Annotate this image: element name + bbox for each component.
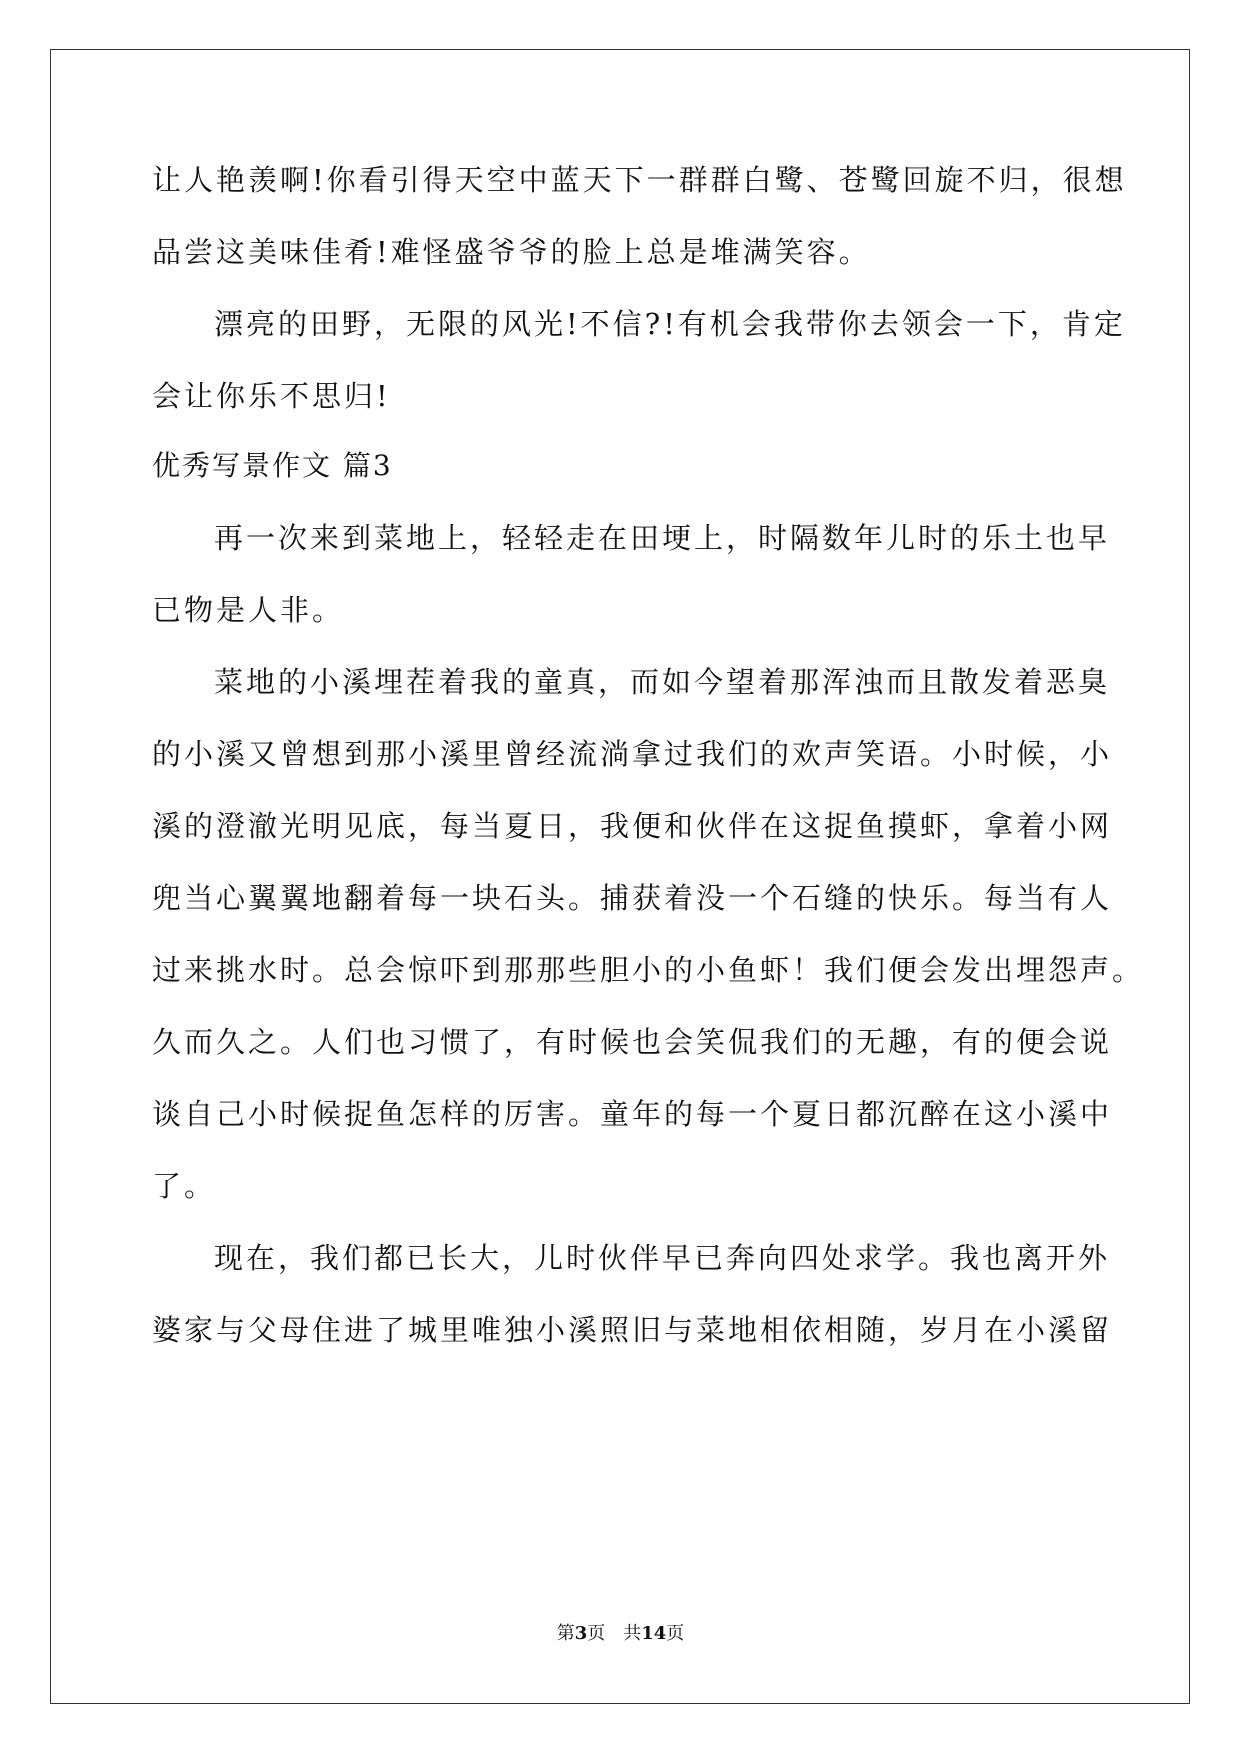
text-line: 会让你乐不思归! bbox=[152, 379, 391, 413]
text-line: 婆家与父母住进了城里唯独小溪照旧与菜地相依相随，岁月在小溪留 bbox=[152, 1313, 1113, 1347]
page-unit: 页 bbox=[587, 1623, 606, 1644]
current-page-number: 3 bbox=[574, 1623, 588, 1644]
page-prefix: 第 bbox=[556, 1623, 575, 1644]
text-line: 的小溪又曾想到那小溪里曾经流淌拿过我们的欢声笑语。小时候，小 bbox=[152, 737, 1113, 771]
text-line: 久而久之。人们也习惯了，有时候也会笑侃我们的无趣，有的便会说 bbox=[152, 1025, 1113, 1059]
paragraph-start-line: 漂亮的田野，无限的风光!不信?!有机会我带你去领会一下，肯定 bbox=[214, 307, 1126, 341]
paragraph-start-line: 再一次来到菜地上，轻轻走在田埂上，时隔数年儿时的乐土也早 bbox=[214, 521, 1111, 555]
page-border bbox=[50, 49, 1190, 1704]
text-line: 了。 bbox=[152, 1169, 217, 1203]
paragraph-start-line: 现在，我们都已长大，儿时伙伴早已奔向四处求学。我也离开外 bbox=[214, 1241, 1111, 1275]
paragraph-start-line: 菜地的小溪埋茬着我的童真，而如今望着那浑浊而且散发着恶臭 bbox=[214, 665, 1111, 699]
text-line: 已物是人非。 bbox=[152, 593, 345, 627]
text-line: 让人艳羡啊!你看引得天空中蓝天下一群群白鹭、苍鹭回旋不归，很想 bbox=[152, 163, 1127, 197]
page-footer bbox=[0, 1622, 1241, 1646]
text-line: 溪的澄澈光明见底，每当夏日，我便和伙伴在这捉鱼摸虾，拿着小网 bbox=[152, 809, 1113, 843]
text-line: 兜当心翼翼地翻着每一块石头。捕获着没一个石缝的快乐。每当有人 bbox=[152, 881, 1113, 915]
text-line: 品尝这美味佳肴!难怪盛爷爷的脸上总是堆满笑容。 bbox=[152, 235, 871, 269]
text-line: 过来挑水时。总会惊吓到那那些胆小的小鱼虾！我们便会发出埋怨声。 bbox=[152, 953, 1145, 987]
section-heading: 优秀写景作文 篇3 bbox=[152, 449, 393, 482]
total-unit: 页 bbox=[666, 1623, 685, 1644]
total-prefix: 共 bbox=[623, 1623, 642, 1644]
text-line: 谈自己小时候捉鱼怎样的厉害。童年的每一个夏日都沉醉在这小溪中 bbox=[152, 1097, 1113, 1131]
total-page-count: 14 bbox=[641, 1623, 667, 1644]
